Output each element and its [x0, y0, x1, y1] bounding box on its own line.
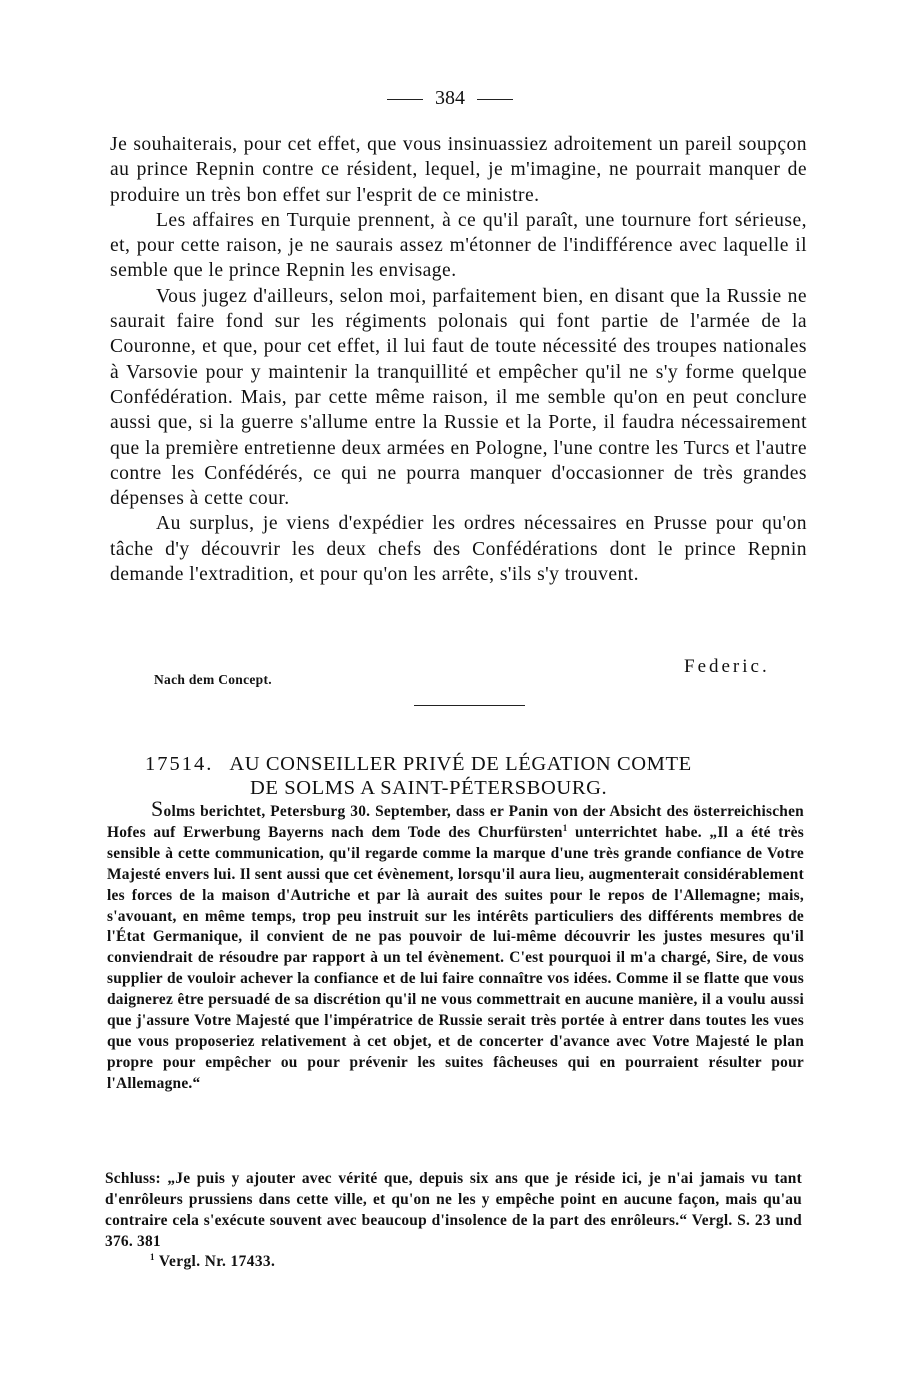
schluss-paragraph — [105, 1169, 802, 1253]
section-divider — [414, 705, 525, 706]
letter-paragraph: Au surplus, je viens d'expédier les ordres nécessaires en Prusse pour qu'on tâche d'y découvrir les deux chefs des Confédérations dont le prince Repnin demande l'extradition, et pour qu'on les arrête, s'ils s'y trouvent. — [110, 513, 807, 586]
document-heading — [145, 752, 785, 800]
footnote-text: Vergl. Nr. 17433. — [154, 1253, 276, 1270]
footnote-mark: 1 — [150, 1251, 155, 1262]
document-title-line1: AU CONSEILLER PRIVÉ DE LÉGATION COMTE — [229, 753, 692, 775]
summary-text-part1: olms berichtet, Petersburg 30. September, dass er Panin von der Absicht des österreichischen Hofes auf Erwerbung Bayerns nach dem Tode des Churfürsten — [107, 803, 804, 841]
header-dash-left — [387, 99, 423, 100]
letter-paragraph: Les affaires en Turquie prennent, à ce qu'il paraît, une tournure fort sérieuse, et, pour cette raison, je ne saurais assez m'étonner de l'indifférence avec laquelle il semble que le prince Repnin les envisage. — [110, 209, 807, 282]
header-dash-right — [477, 99, 513, 100]
summary-text-part2: unterrichtet habe. „Il a été très sensible à cette communication, qu'il regarde comme la marque d'une très grande confiance de Votre Majesté envers lui. Il sent aussi que cet évènement, lorsqu'il aura lieu, augmenterait considérablement les forces de la maison d'Autriche et par là aurait des suites pour le repos de l'Allemagne; mais, s'avouant, en même temps, trop peu instruit sur les intérêts particuliers des différents membres de l'État Germanique, il convient de ne pas pouvoir de lui-même découvrir les justes mesures qu'il conviendrait de résoudre par rapport à un tel évènement. C'est pourquoi il m'a chargé, Sire, de vous supplier de vouloir achever la confiance et de lui faire connaître vos idées. Comme il se flatte que vous daignerez être persuadé de sa discrétion qu'il ne vous commettrait en aucune manière, il a voulu aussi que j'assure Votre Majesté que l'impératrice de Russie serait très portée à entrer dans toutes les vues que vous proposeriez relativement à cet objet, et de concerter d'avance avec Votre Majesté le plan propre pour empêcher ou pour prévenir les suites fâcheuses qui en pourraient résulter pour l'Allemagne.“ — [107, 823, 804, 1092]
summary-initial: S — [151, 796, 164, 821]
letter-paragraph: Je souhaiterais, pour cet effet, que vous insinuassiez adroitement un pareil soupçon au prince Repnin contre ce résident, lequel, je m'imagine, ne pourrait manquer de produire un très bon effet sur l'esprit de ce ministre. — [110, 134, 807, 206]
signature: Federic. — [684, 656, 770, 677]
letter-body — [110, 132, 807, 587]
summary-paragraph — [107, 796, 804, 1095]
document-summary — [107, 796, 804, 1095]
footnote-reference: 1 — [562, 822, 568, 833]
document-number: 17514. — [145, 753, 214, 775]
document-title-line2: DE SOLMS A SAINT-PÉTERSBOURG. — [250, 777, 608, 799]
schluss-text: Schluss: „Je puis y ajouter avec vérité que, depuis six ans que je réside ici, je n'ai jamais vu tant d'enrôleurs prussiens dans cette ville, et qu'on ne les y empêche point en aucune façon, mais qu'au contraire cela s'exécute souvent avec beaucoup d'insolence de la part des enrôleurs.“ Vergl. S. 23 und 376. 381 — [105, 1170, 802, 1250]
page-header — [0, 86, 900, 110]
footnote — [150, 1253, 275, 1271]
letter-paragraph: Vous jugez d'ailleurs, selon moi, parfaitement bien, en disant que la Russie ne saurait faire fond sur les régiments polonais qui font partie de l'armée de la Couronne, et que, pour cet effet, il lui faut de toute nécessité des troupes nationales à Varsovie pour y maintenir la tranquillité et empêcher qu'il ne s'y forme quelque Confédération. Mais, par cette même raison, il me semble qu'on en peut conclure aussi que, si la guerre s'allume entre la Russie et la Porte, il faudra nécessairement que la première entretienne deux armées en Pologne, l'une contre les Turcs et l'autre contre les Confédérés, ce qui ne pourra manquer d'occasionner de très grandes dépenses à cette cour. — [110, 285, 807, 510]
source-note: Nach dem Concept. — [154, 672, 272, 687]
page-number: 384 — [435, 87, 465, 109]
